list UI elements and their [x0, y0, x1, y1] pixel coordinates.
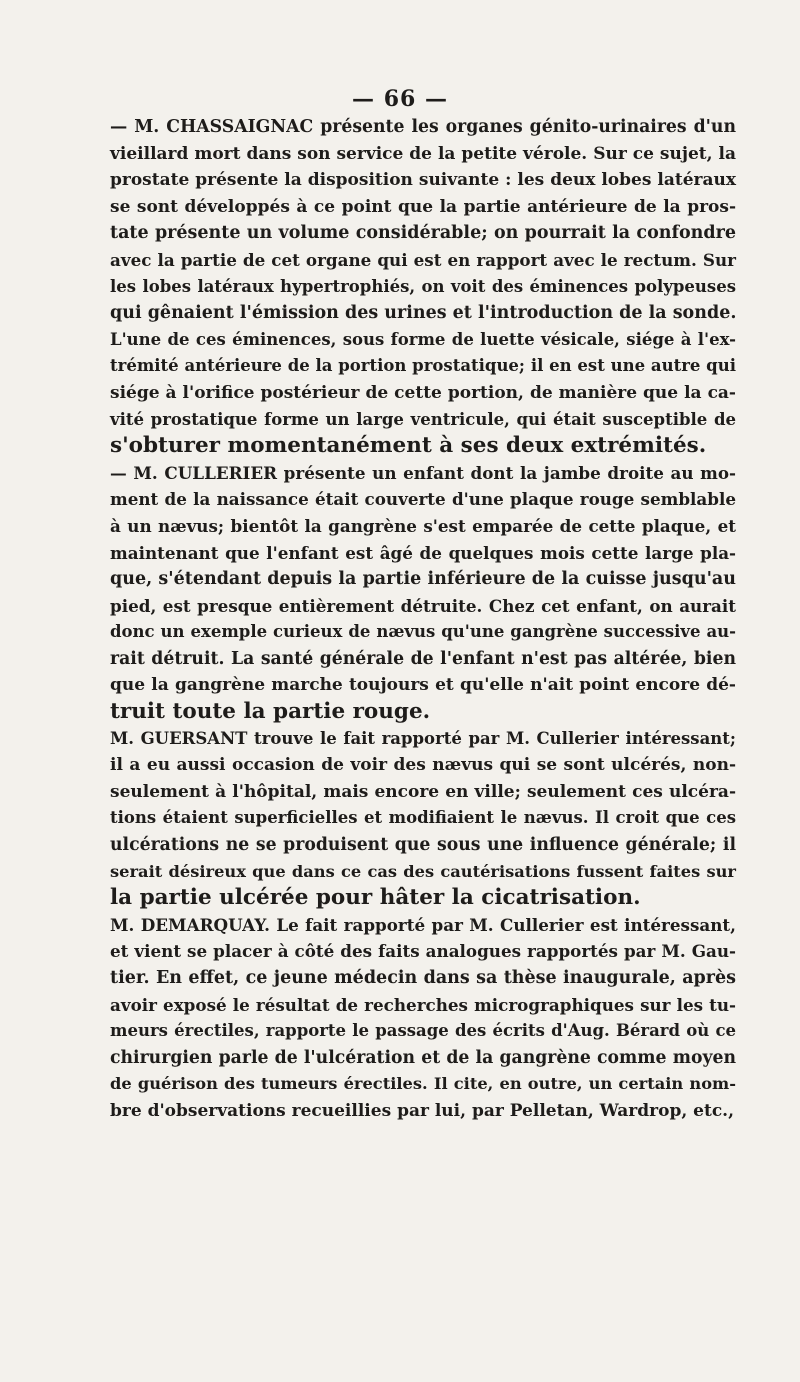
- text-line: de guérison des tumeurs érectiles. Il cite, en outre, un certain nom-: [110, 1074, 736, 1094]
- text-line: avec la partie de cet organe qui est en rapport avec le rectum. Sur: [110, 249, 736, 270]
- text-line: il a eu aussi occasion de voir des nævus qui se sont ulcérés, non-: [110, 755, 736, 776]
- text-line: ment de la naissance était couverte d'une plaque rouge semblable: [110, 489, 736, 510]
- text-line: à un nævus; bientôt la gangrène s'est emparée de cette plaque, et: [110, 515, 736, 536]
- text-line: vieillard mort dans son service de la petite vérole. Sur ce sujet, la: [110, 143, 736, 164]
- text-line: trémité antérieure de la portion prostatique; il en est une autre qui: [110, 356, 736, 376]
- text-line: meurs érectiles, rapporte le passage des écrits d'Aug. Bérard où ce: [110, 1021, 736, 1041]
- text-line: ulcérations ne se produisent que sous une influence générale; il: [110, 835, 736, 856]
- text-line: maintenant que l'enfant est âgé de quelques mois cette large pla-: [110, 542, 736, 563]
- text-line: pied, est presque entièrement détruite. Chez cet enfant, on aurait: [110, 595, 736, 616]
- text-line: donc un exemple curieux de nævus qu'une gangrène successive au-: [110, 622, 736, 642]
- text-line: tier. En effet, ce jeune médecin dans sa thèse inaugurale, après: [110, 968, 736, 988]
- text-line: siége à l'orifice postérieur de cette portion, de manière que la ca-: [110, 382, 736, 403]
- text-line: chirurgien parle de l'ulcération et de la gangrène comme moyen: [110, 1047, 736, 1068]
- text-line: M. DEMARQUAY. Le fait rapporté par M. Cullerier est intéressant,: [110, 914, 736, 935]
- text-line: se sont développés à ce point que la partie antérieure de la pros-: [110, 196, 736, 217]
- text-line: — M. CHASSAIGNAC présente les organes génito-urinaires d'un: [110, 117, 736, 137]
- paragraph: [110, 726, 736, 912]
- page-number: — 66 —: [352, 86, 448, 112]
- text-line: bre d'observations recueillies par lui, par Pelletan, Wardrop, etc.,: [110, 1100, 735, 1121]
- text-line: avoir exposé le résultat de recherches micrographiques sur les tu-: [110, 994, 736, 1015]
- text-line: serait désireux que dans ce cas des cautérisations fussent faites sur: [110, 861, 736, 881]
- text-line: et vient se placer à côté des faits analogues rapportés par M. Gau-: [110, 941, 736, 962]
- paragraph: [110, 912, 736, 1125]
- text-line: qui gênaient l'émission des urines et l'introduction de la sonde.: [110, 303, 737, 324]
- text-line: les lobes latéraux hypertrophiés, on voit des éminences polypeuses: [110, 276, 736, 296]
- text-line: vité prostatique forme un large ventricule, qui était susceptible de: [110, 409, 736, 429]
- text-line: — M. CULLERIER présente un enfant dont la jambe droite au mo-: [110, 462, 736, 483]
- paragraph: [110, 460, 736, 726]
- text-line: la partie ulcérée pour hâter la cicatrisation.: [110, 885, 641, 911]
- text-line: s'obturer momentanément à ses deux extrémités.: [110, 433, 707, 459]
- text-line: que, s'étendant depuis la partie inférieure de la cuisse jusqu'au: [110, 569, 736, 590]
- text-line: tate présente un volume considérable; on pourrait la confondre: [110, 223, 736, 244]
- paragraph: [110, 114, 736, 460]
- text-line: L'une de ces éminences, sous forme de luette vésicale, siége à l'ex-: [110, 329, 736, 349]
- text-line: seulement à l'hôpital, mais encore en ville; seulement ces ulcéra-: [110, 781, 736, 802]
- body-text: [110, 114, 736, 1125]
- text-line: truit toute la partie rouge.: [110, 699, 431, 725]
- text-line: tions étaient superficielles et modifiaient le nævus. Il croit que ces: [110, 808, 736, 828]
- text-line: que la gangrène marche toujours et qu'elle n'ait point encore dé-: [110, 675, 736, 696]
- text-line: M. GUERSANT trouve le fait rapporté par M. Cullerier intéressant;: [110, 728, 736, 748]
- text-line: rait détruit. La santé générale de l'enfant n'est pas altérée, bien: [110, 648, 736, 669]
- text-line: prostate présente la disposition suivante : les deux lobes latéraux: [110, 170, 736, 191]
